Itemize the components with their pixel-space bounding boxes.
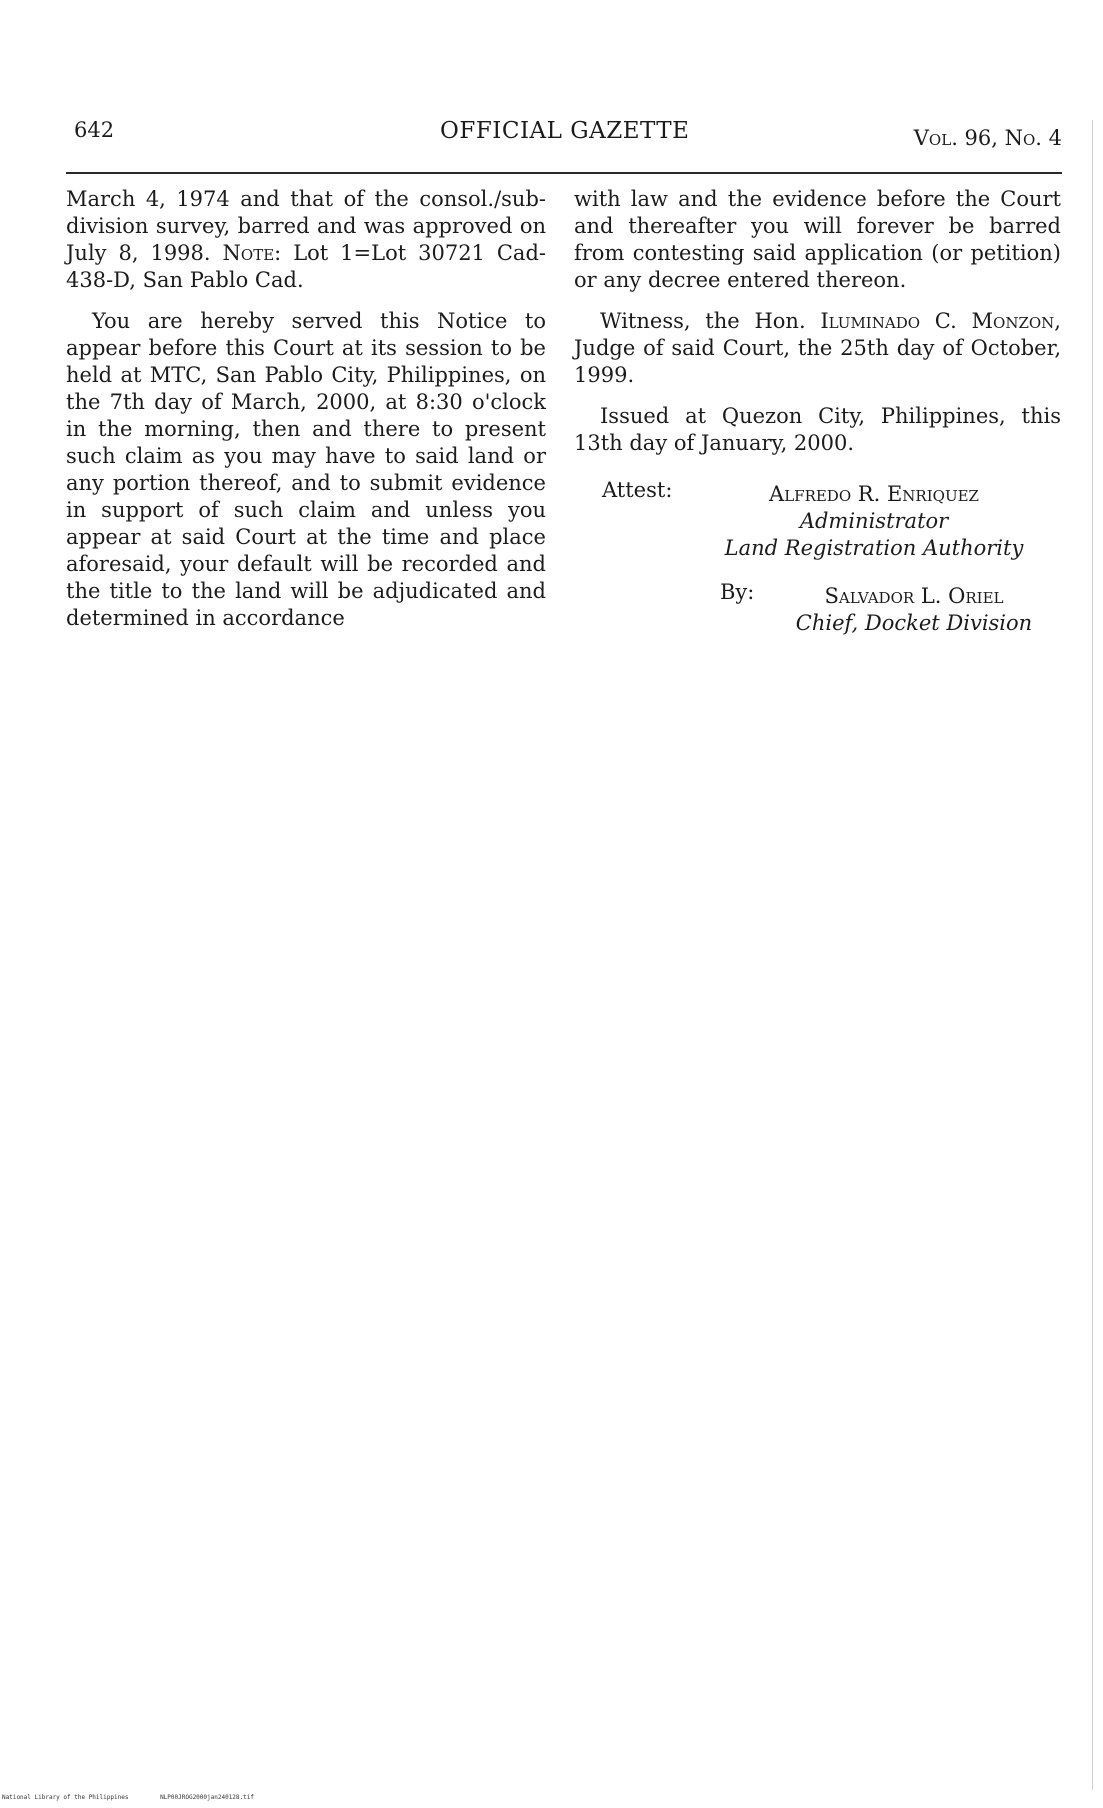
attest-label: Attest: <box>602 478 673 502</box>
witness-paragraph <box>574 308 1061 389</box>
note-label: Note <box>222 241 275 265</box>
issued-paragraph: Issued at Quezon City, Philippines, this 13th day of January, 2000. <box>574 404 1061 455</box>
notice-paragraph: You are hereby served this Notice to appear before this Court at its session to be held at MTC, San Pablo City, Philippines, on the 7th day of March, 2000, at 8:30 o'clock in the morning, then and there to present such claim as you may have to said land or any portion thereof, and to submit evidence in support of such claim and unless you appear at said Court at the time and place aforesaid, your default will be recorded and the title to the land will be adjudicated and determined in accordance <box>66 309 546 630</box>
page-header <box>74 118 1062 158</box>
signatory-1-title: Administrator <box>799 509 949 533</box>
signatory-administrator <box>694 481 1054 562</box>
signatory-1-name: Alfredo R. Enriquez <box>769 482 979 506</box>
by-label: By: <box>720 580 755 604</box>
page-number: 642 <box>74 118 115 142</box>
scan-footer <box>2 1794 282 1801</box>
witness-text-b: , Judge of said Court, the 25th day of October, 1999. <box>574 309 1061 387</box>
signatory-1-agency: Land Registration Authority <box>724 536 1024 560</box>
continuation-paragraph <box>66 186 546 294</box>
header-rule <box>66 172 1062 174</box>
right-column <box>574 186 1061 647</box>
library-credit: National Library of the Philippines <box>2 1794 129 1801</box>
signatory-2-name: Salvador L. Oriel <box>824 584 1004 608</box>
publication-title: OFFICIAL GAZETTE <box>440 118 690 144</box>
volume-issue: Vol. 96, No. 4 <box>913 126 1062 150</box>
scan-file-name: NLP00JROG2000jan240128.tif <box>160 1794 254 1801</box>
continuation-text-b: : Lot 1=Lot 30721 Cad-438-D, San Pablo Cad. <box>66 241 546 292</box>
continuation-paragraph-right: with law and the evidence before the Court and thereafter you will forever be barred from contesting said application (or petition) or any decree entered thereon. <box>574 187 1061 292</box>
signatory-2-title: Chief, Docket Division <box>795 611 1033 635</box>
judge-name: Iluminado C. Monzon <box>820 309 1055 333</box>
attestation-block <box>574 477 1061 647</box>
witness-text-a: Witness, the Hon. <box>600 309 821 333</box>
scan-edge-line <box>1092 120 1093 1790</box>
signatory-docket-chief <box>774 583 1054 637</box>
continuation-text-a: March 4, 1974 and that of the consol./sub-division survey, barred and was approved on July 8, 1998. <box>66 187 546 265</box>
left-column <box>66 186 546 646</box>
